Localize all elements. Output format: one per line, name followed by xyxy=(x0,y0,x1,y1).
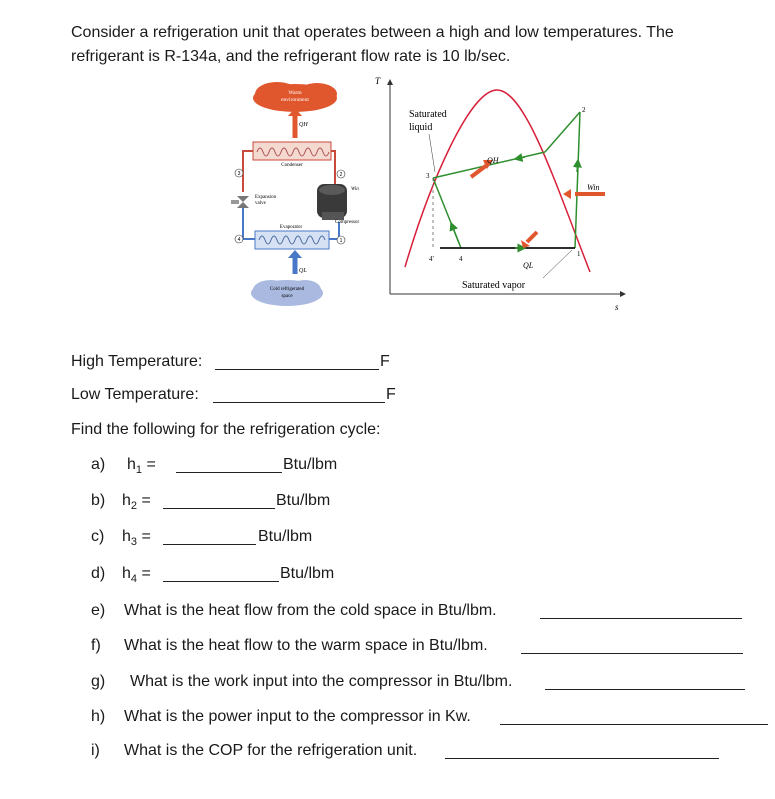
question-i-blank[interactable] xyxy=(445,758,719,759)
expansion-label-1: Expansion xyxy=(255,195,277,200)
h4-blank[interactable] xyxy=(163,581,279,582)
warm-env-label-2: environment xyxy=(281,97,309,103)
ts-state-2: 2 xyxy=(582,106,586,114)
question-f-blank[interactable] xyxy=(521,653,743,654)
process-1-2 xyxy=(575,112,580,248)
pipe-condenser-to-valve xyxy=(243,151,253,192)
h2-blank[interactable] xyxy=(163,508,275,509)
ts-state-1: 1 xyxy=(577,250,581,258)
ts-diagram xyxy=(375,76,625,312)
ts-state-4: 4 xyxy=(459,255,463,263)
h3-label: $h_3$ = xyxy=(122,528,151,549)
sat-liquid-label-2: liquid xyxy=(409,122,433,133)
low-temperature-unit: F xyxy=(386,386,396,403)
find-label: Find the following for the refrigeration cycle: xyxy=(71,421,381,438)
condenser-label: Condenser xyxy=(281,163,303,168)
qh-ts-label: QH xyxy=(487,156,499,165)
intro-line-2: refrigerant is R-134a, and the refrigerant flow rate is 10 lb/sec. xyxy=(71,48,511,65)
cold-space-label-2: space xyxy=(281,294,293,299)
question-e-blank[interactable] xyxy=(540,618,742,619)
high-temperature-blank[interactable] xyxy=(215,369,379,370)
svg-text:1: 1 xyxy=(339,238,343,244)
question-h-text: What is the power input to the compressor in Kw. xyxy=(124,708,471,725)
refrigeration-cycle-figure xyxy=(225,72,635,330)
h3-letter: c) xyxy=(91,528,105,545)
win-device-label: Win xyxy=(351,187,359,192)
h1-label: $h_1$ = xyxy=(127,456,156,477)
h1-unit: Btu/lbm xyxy=(283,456,338,473)
h1-blank[interactable] xyxy=(176,472,282,473)
sat-liquid-label-1: Saturated xyxy=(409,109,447,120)
qh-device-label: QH xyxy=(299,122,308,128)
h4-unit: Btu/lbm xyxy=(280,565,335,582)
question-h-blank[interactable] xyxy=(500,724,768,725)
ql-device-label: QL xyxy=(299,268,307,274)
win-ts-label: Win xyxy=(587,183,600,192)
s-axis-label: s xyxy=(615,302,619,312)
question-g-letter: g) xyxy=(91,673,106,690)
svg-text:2: 2 xyxy=(339,172,343,178)
question-e-letter: e) xyxy=(91,602,106,619)
warm-env-label-1: Warm xyxy=(288,90,302,96)
question-g-text: What is the work input into the compressor in Btu/lbm. xyxy=(130,673,513,690)
question-i-text: What is the COP for the refrigeration unit. xyxy=(124,742,418,759)
h4-label: $h_4$ = xyxy=(122,565,151,586)
sat-vapor-label: Saturated vapor xyxy=(462,280,526,291)
h4-letter: d) xyxy=(91,565,106,582)
pipe-valve-to-evaporator xyxy=(243,208,255,239)
question-f-letter: f) xyxy=(91,637,101,654)
t-axis-label: T xyxy=(375,76,381,86)
condenser xyxy=(253,142,331,160)
h2-label: $h_2$ = xyxy=(122,492,151,513)
evaporator-label: Evaporator xyxy=(279,225,303,230)
high-temperature-unit: F xyxy=(380,353,390,370)
h2-letter: b) xyxy=(91,492,106,509)
compressor-label: Compressor xyxy=(335,220,360,225)
svg-text:4: 4 xyxy=(237,237,241,243)
ts-state-3: 3 xyxy=(426,172,430,180)
intro-line-1: Consider a refrigeration unit that operates between a high and low temperatures. The xyxy=(71,24,674,41)
ql-ts-label: QL xyxy=(523,261,534,270)
high-temperature-label: High Temperature: xyxy=(71,353,203,370)
question-e-text: What is the heat flow from the cold space in Btu/lbm. xyxy=(124,602,497,619)
question-i-letter: i) xyxy=(91,742,100,759)
question-f-text: What is the heat flow to the warm space in Btu/lbm. xyxy=(124,637,488,654)
pipe-compressor-to-condenser xyxy=(331,151,335,184)
ts-state-4prime: 4' xyxy=(429,255,434,263)
expansion-label-2: valve xyxy=(255,201,266,206)
question-g-blank[interactable] xyxy=(545,689,745,690)
ql-ts-arrow xyxy=(527,232,537,242)
h1-letter: a) xyxy=(91,456,106,473)
compressor xyxy=(317,184,347,220)
device-schematic xyxy=(231,82,360,306)
low-temperature-label: Low Temperature: xyxy=(71,386,199,403)
evaporator xyxy=(255,231,329,249)
h3-unit: Btu/lbm xyxy=(258,528,313,545)
svg-text:3: 3 xyxy=(237,171,241,177)
h3-blank[interactable] xyxy=(163,544,256,545)
low-temperature-blank[interactable] xyxy=(213,402,385,403)
question-h-letter: h) xyxy=(91,708,106,725)
h2-unit: Btu/lbm xyxy=(276,492,331,509)
expansion-valve xyxy=(231,196,249,208)
cold-space-label-1: Cold refrigerated xyxy=(269,287,305,292)
